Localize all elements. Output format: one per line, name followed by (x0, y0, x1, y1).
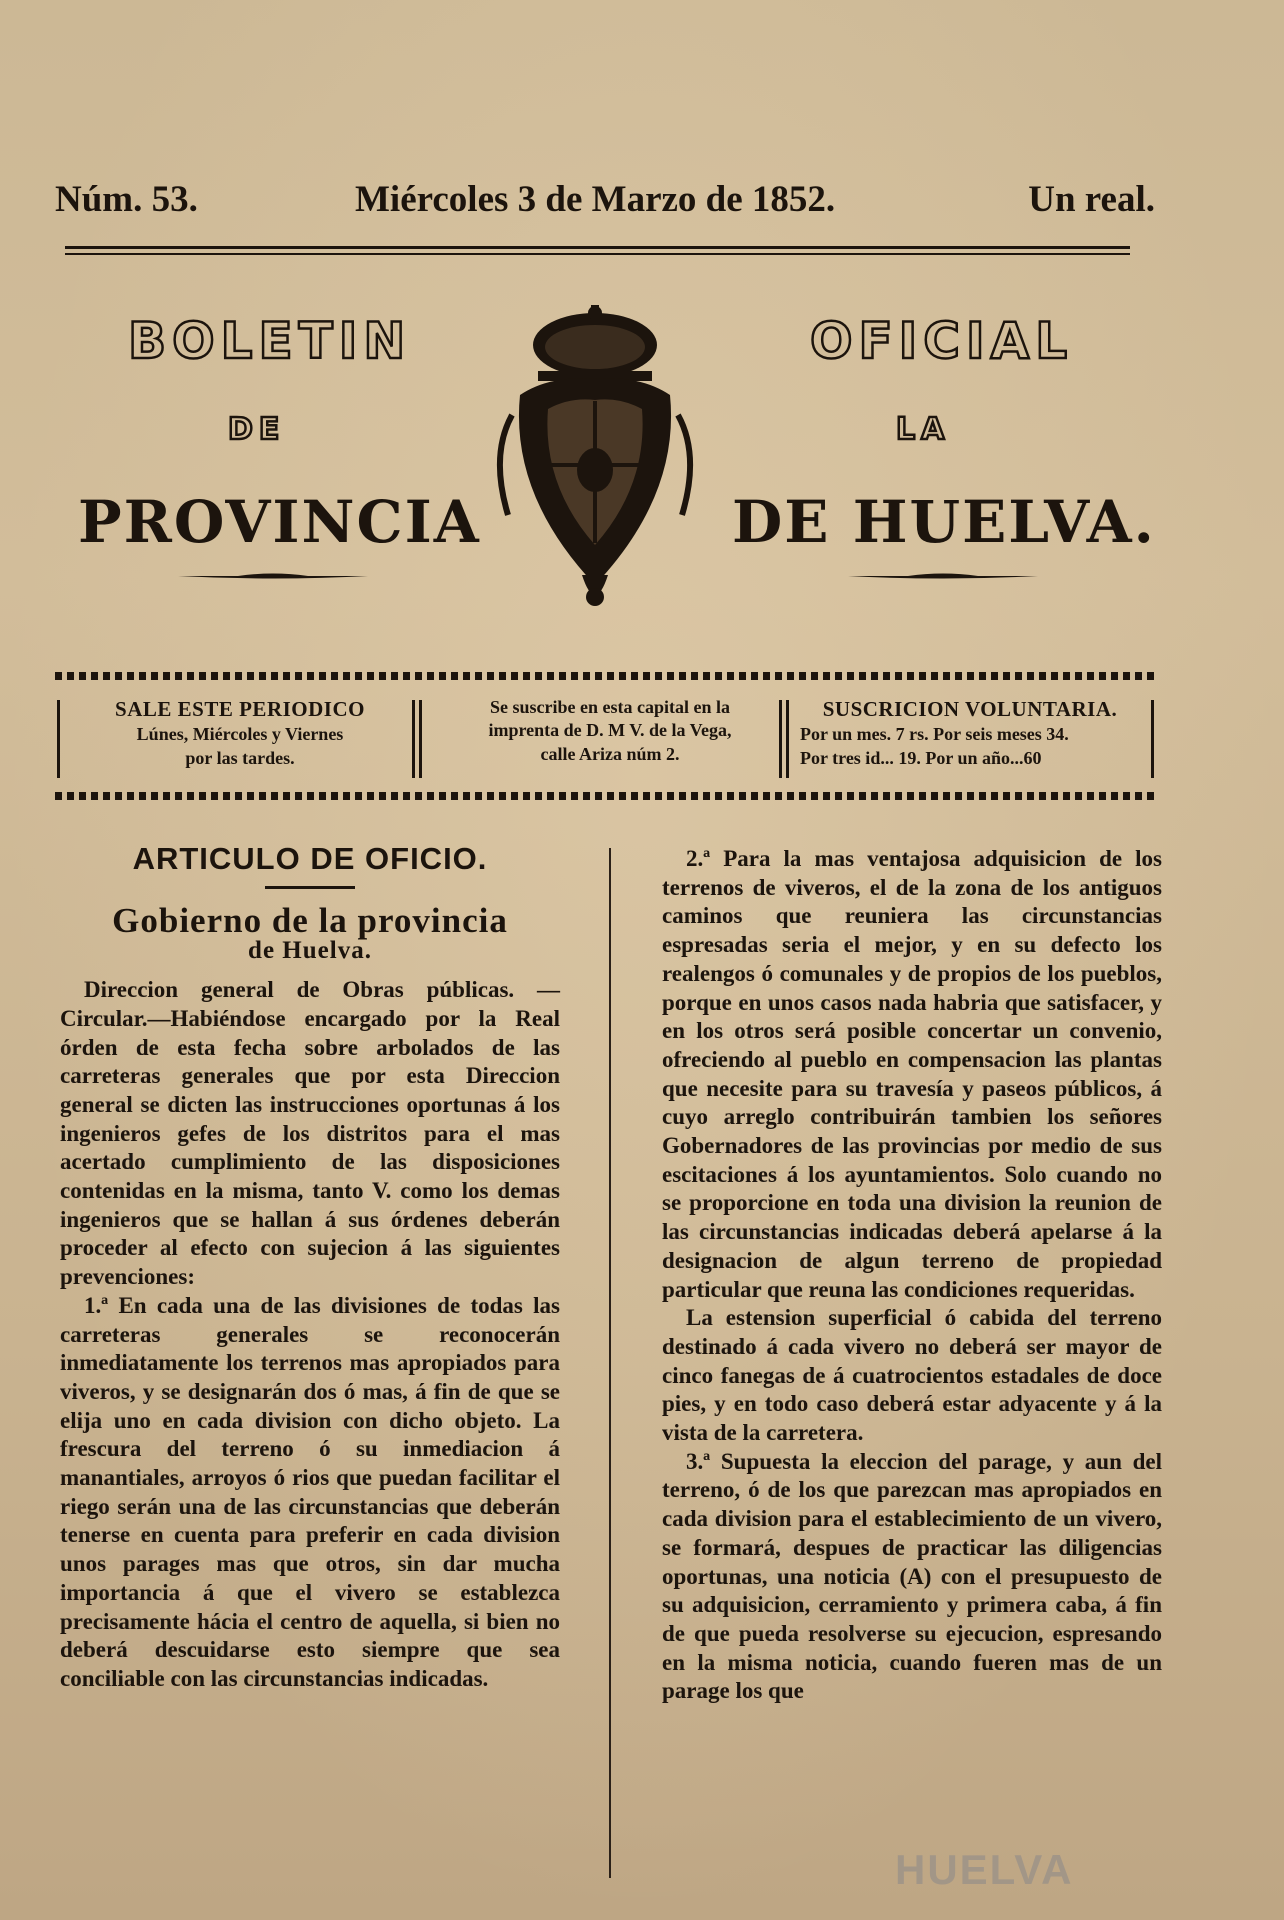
band-divider-1 (412, 700, 415, 778)
paragraph: 2.ª Para la mas ventajosa adquisicion de los terrenos de viveros, el de la zona de los antiguos caminos que reuniera las circunstancias espresadas seria el mejor, y en su defecto los realengos ó comunales y de propios de los pueblos, porque en unos casos nada habria que satisfacer, y en los otros será posible concertar un convenio, ofreciendo al pueblo en compensacion las plantas que necesite para su travesía y paseos públicos, á cuyo arreglo contribuirán tambien los señores Gobernadores de las provincias por medio de sus escitaciones á los ayuntamientos. Solo cuando no se proporcione en toda una division la reunion de las circunstancias indicadas deberá apelarse á la designacion de algun terreno de propiedad particular que reuna las condiciones requeridas. (662, 846, 1162, 1302)
royal-crest-icon (490, 305, 700, 615)
prices-heading: SUSCRICION VOLUNTARIA. (822, 697, 1118, 721)
paragraph: 3.ª Supuesta la eleccion del parage, y aun del terreno, ó de los que parezcan mas apropiados en cada division para el establecimiento de un vivero, se formará, despues de practicar las diligencias oportunas, una noticia (A) con el presupuesto de su adquisicion, cerramiento y primera caba, á fin de que pueda resolverse su ejecucion, espresando en la misma noticia, cuando fueren mas de un parage los que (662, 1448, 1162, 1704)
dotted-border-bottom (55, 792, 1155, 800)
publication-schedule (85, 696, 395, 770)
government-title: Gobierno de la provincia (112, 900, 508, 940)
prices-line2: Por tres id... 19. Por un año...60 (800, 747, 1042, 768)
schedule-heading: SALE ESTE PERIODICO (115, 697, 365, 721)
title-la: LA (896, 412, 951, 447)
subscription-prices (800, 696, 1140, 770)
location-line1: Se suscribe en esta capital en la (490, 697, 730, 717)
band-divider-2 (779, 700, 782, 778)
band-divider-2b (786, 700, 789, 778)
subscription-info-band (55, 668, 1155, 810)
heading-rule (265, 886, 355, 889)
paragraph: 1.ª En cada una de las divisiones de todas las carreteras generales se reconocerán inmediatamente los terrenos mas apropiados para viveros, y se designarán dos ó mas, á fin de que se elija uno en cada division con dicho objeto. La frescura del terreno ó su inmediacion á manantiales, arroyos ó rios que puedan facilitar el riego serán una de las circunstancias que deberán tenerse en cuenta para preferir en cada division unos parages mas que otros, sin dar mucha importancia á que el vivero se establezca precisamente hácia el centro de aquella, si bien no deberá descuidarse esto siempre que sea conciliable con las circunstancias indicadas. (60, 1292, 560, 1691)
subscription-location (435, 696, 785, 766)
masthead-line (55, 178, 1155, 228)
title-oficial: OFICIAL (810, 312, 1074, 370)
schedule-days: Lúnes, Miércoles y Viernes (136, 724, 344, 745)
flourish-right (848, 572, 1038, 580)
masthead-rule-top (65, 246, 1130, 249)
masthead-rule-bottom (65, 253, 1130, 255)
location-line2: imprenta de D. M V. de la Vega, (488, 720, 732, 741)
band-edge-right (1151, 700, 1154, 778)
column-divider (609, 848, 611, 1878)
band-divider-1b (419, 700, 422, 778)
title-boletin: BOLETIN (128, 312, 412, 370)
article-column-left (60, 841, 560, 1694)
article-column-right (662, 845, 1162, 1706)
dotted-border-top (55, 672, 1155, 680)
issue-number: Núm. 53. (55, 179, 198, 220)
schedule-time: por las tardes. (185, 747, 295, 768)
issue-date: Miércoles 3 de Marzo de 1852. (355, 179, 836, 220)
government-subtitle: de Huelva. (248, 937, 372, 965)
paragraph: La estension superficial ó cabida del terreno destinado á cada vivero no deberá ser mayor de cinco fanegas de á cuatrocientos estadales de doce pies, y en todo caso deberá estar adyacente y á la vista de la carretera. (662, 1305, 1162, 1446)
archive-watermark: HUELVA (895, 1846, 1074, 1893)
issue-price: Un real. (1028, 179, 1155, 220)
title-de-huelva: DE HUELVA. (732, 488, 1156, 556)
band-edge-left (57, 700, 60, 778)
title-de: DE (228, 412, 286, 447)
flourish-left (178, 572, 368, 580)
paragraph: Direccion general de Obras públicas. —Circular.—Habiéndose encargado por la Real órden de esta fecha sobre arbolados de las carreteras generales que por esta Direccion general se dicten las instrucciones oportunas á los ingenieros gefes de los distritos para el mas acertado cumplimiento de las disposiciones contenidas en la misma, tanto V. como los demas ingenieros que se hallan á sus órdenes deberán proceder al efecto con sujecion á las siguientes prevenciones: (60, 977, 560, 1290)
article-heading: ARTICULO DE OFICIO. (132, 841, 488, 876)
location-line3: calle Ariza núm 2. (540, 743, 680, 764)
prices-line1: Por un mes. 7 rs. Por seis meses 34. (800, 724, 1069, 745)
title-provincia: PROVINCIA (78, 488, 481, 556)
